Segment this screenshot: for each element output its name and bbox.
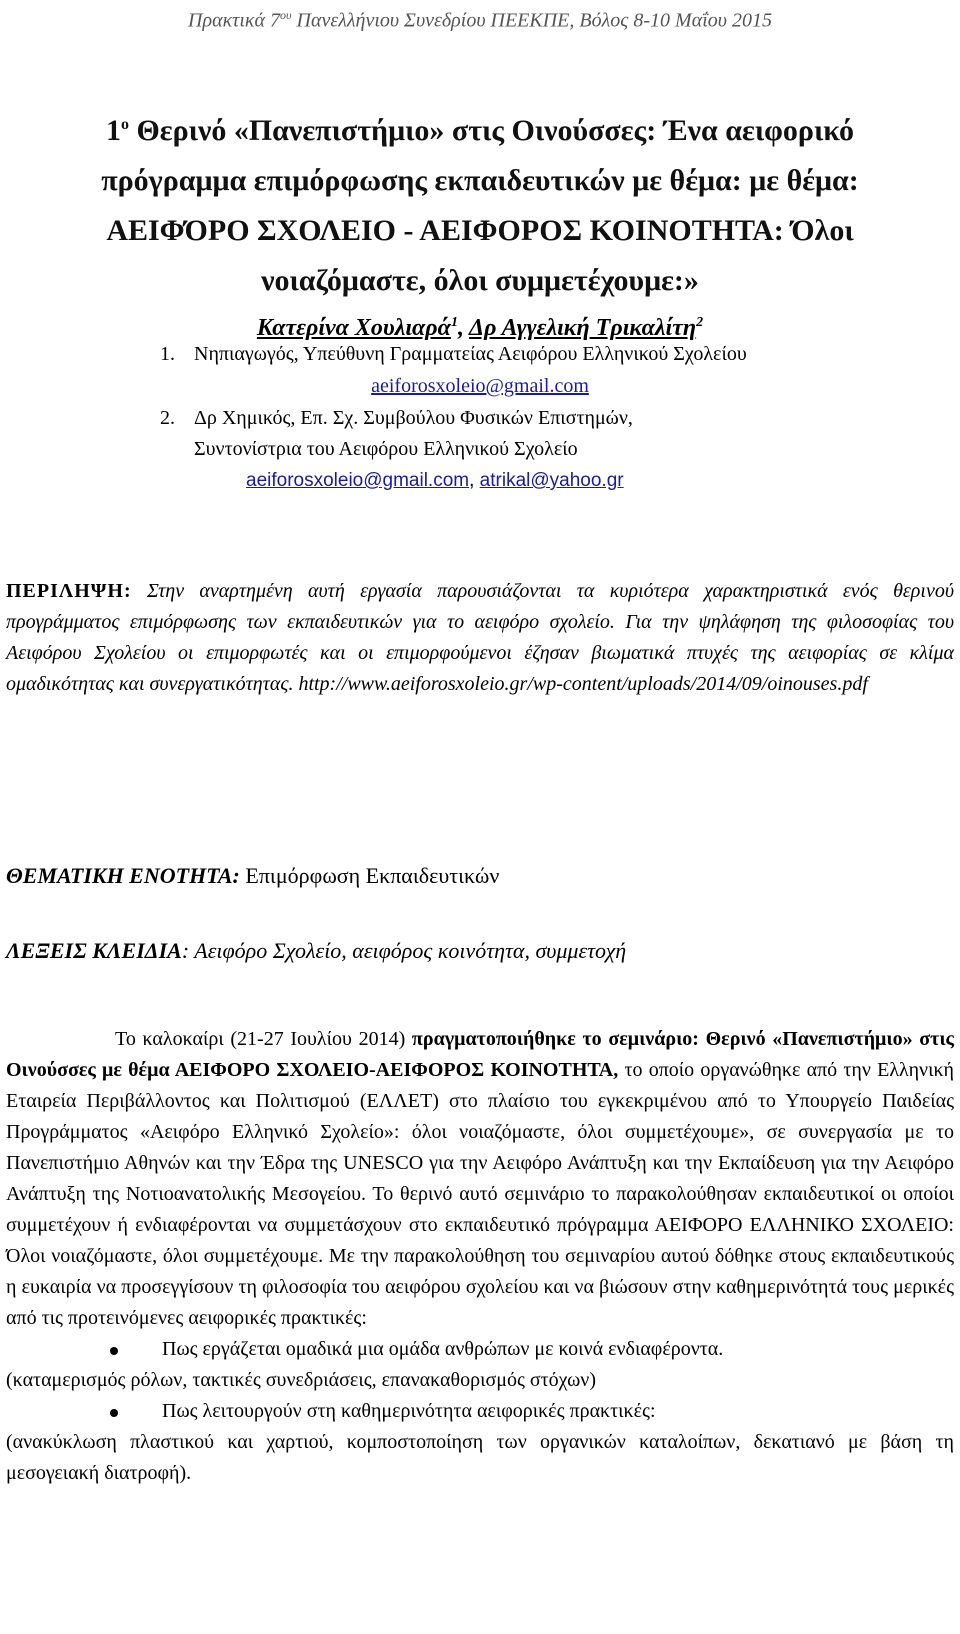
author-2-sup: 2 [696,315,704,330]
body-text [6,1024,954,1489]
bullet-2-text: Πως λειτουργούν στη καθημερινότητα αειφορικές πρακτικές: [162,1400,656,1422]
thematic-unit-value: Επιμόρφωση Εκπαιδευτικών [239,863,500,888]
keywords-label: ΛΕΞΕΙΣ ΚΛΕΙΔΙΑ [6,938,182,963]
header-suffix: Πανελλήνιου Συνεδρίου ΠΕΕΚΠΕ, Βόλος 8-10 Μαΐου 2015 [291,9,772,32]
bullet-2-continuation: (ανακύκλωση πλαστικού και χαρτιού, κομποστοποίηση των οργανικών καταλοίπων, δεκατιανό με βάση τη μεσογειακή διατροφή). [6,1431,954,1484]
bullet-item-2 [6,1396,954,1427]
body-p1-rest: το οποίο οργανώθηκε από την Ελληνική Εταιρεία Περιβάλλοντος και Πολιτισμού (ΕΛΛΕΤ) στο πλαίσιο του εγκεκριμένου από το Υπουργείο Παιδείας Προγράμματος «Αειφόρο Ελληνικό Σχολείο»: όλοι νοιαζόμαστε, όλοι συμμετέχουμε», σε συνεργασία με το Πανεπιστήμιο Αθηνών και την Έδρα της UNESCO για την Αειφόρο Ανάπτυξη και την Εκπαίδευση για την Αειφόρο Ανάπτυξη της Νοτιοανατολικής Μεσογείου. Το θερινό αυτό σεμινάριο το παρακολούθησαν εκπαιδευτικοί οι οποίοι συμμετέχουν ή ενδιαφέρονται να συμμετάσχουν στο εκπαιδευτικό πρόγραμμα ΑΕΙΦΟΡΟ ΕΛΛΗΝΙΚΟ ΣΧΟΛΕΙΟ: Όλοι νοιαζόμαστε, όλοι συμμετέχουμε. Με την παρακολούθηση του σεμιναρίου αυτού δόθηκε στους εκπαιδευτικούς η ευκαιρία να προσεγγίσουν τη φιλοσοφία του αειφόρου σχολείου και να βιώσουν στην καθημερινότητά τους μερικές από τις προτεινόμενες αειφορικές πρακτικές: [6,1059,955,1329]
running-header [0,0,960,30]
affiliation-2-line-2: Συντονίστρια του Αειφόρου Ελληνικού Σχολείο [194,438,578,460]
title-line-2: πρόγραμμα επιμόρφωσης εκπαιδευτικών με θέμα: με θέμα: [101,164,859,197]
affiliation-1-text: Νηπιαγωγός, Υπεύθυνη Γραμματείας Αειφόρου Ελληνικού Σχολείου [194,343,747,365]
bullet-1-text: Πως εργάζεται ομαδικά μια ομάδα ανθρώπων με κοινά ενδιαφέροντα. [162,1338,724,1360]
affiliation-2-line-1: Δρ Χημικός, Επ. Σχ. Συμβούλου Φυσικών Επιστημών, [194,407,633,429]
keywords [6,935,954,967]
email-separator: , [469,470,480,491]
author-1-sup: 1 [450,315,458,330]
title-line-4: νοιαζόμαστε, όλοι συμμετέχουμε:» [261,264,699,297]
abstract [6,576,954,700]
abstract-label: ΠΕΡΙΛΗΨΗ: [6,580,132,602]
thematic-unit [6,860,954,892]
keywords-value: : Αειφόρο Σχολείο, αειφόρος κοινότητα, συμμετοχή [181,938,627,963]
affiliation-1-email-row [0,370,960,402]
body-paragraph-1 [6,1024,954,1334]
affiliation-2-emails [246,464,624,497]
header-prefix: Πρακτικά 7 [188,9,280,32]
bullet-icon [110,1409,118,1417]
author-1: Κατερίνα Χουλιαρά [256,315,451,341]
affiliation-2-number: 2. [160,407,175,429]
thematic-unit-label: ΘΕΜΑΤΙΚΗ ΕΝΟΤΗΤΑ: [6,863,240,888]
abstract-text: Στην αναρτημένη αυτή εργασία παρουσιάζονται τα κυριότερα χαρακτηριστικά ενός θερινού προγράμματος επιμόρφωσης των εκπαιδευτικών για το αειφόρο σχολείο. Για την ψηλάφηση της φιλοσοφίας του Αειφόρου Σχολείου οι επιμορφωτές και οι επιμορφούμενοι έζησαν βιωματικά πτυχές της αειφορίας σε κλίμα ομαδικότητας και συνεργατικότητας. http://www.aeiforosxoleio.gr/wp-content/uploads/2014/09/oinouses.pdf [6,580,955,695]
affiliation-1-email-link[interactable]: aeiforosxoleio@gmail.com [371,375,589,397]
author-separator: , [457,315,470,341]
title-sup: ο [120,116,129,133]
paper-title [18,100,942,306]
affiliation-2-line-2-row [194,433,578,465]
author-2: Δρ Αγγελική Τρικαλίτη [469,315,697,341]
affiliation-2 [160,402,633,434]
bullet-1-continuation: (καταμερισμός ρόλων, τακτικές συνεδριάσεις, επανακαθορισμός στόχων) [6,1369,596,1391]
bullet-item-1 [6,1334,954,1365]
affiliation-2-email-1-link[interactable]: aeiforosxoleio@gmail.com [246,470,470,491]
affiliation-1 [160,338,747,370]
affiliation-1-number: 1. [160,343,175,365]
title-number: 1 [105,114,121,147]
title-line-3: ΑΕΙΦΌΡΟ ΣΧΟΛΕΙΟ - ΑΕΙΦΟΡΟΣ ΚΟΙΝΟΤΗΤΑ: Όλοι [106,214,854,247]
title-text-1: Θερινό «Πανεπιστήμιο» στις Οινούσσες: Ένα αειφορικό [128,114,855,147]
body-p1-bold: πραγματοποιήθηκε το σεμινάριο: Θερινό «Πανεπιστήμιο» στις Οινούσσες με θέμα ΑΕΙΦΟΡΟ ΣΧΟΛΕΙΟ-ΑΕΙΦΟΡΟΣ ΚΟΙΝΟΤΗΤΑ, [6,1028,954,1081]
header-sup: ου [279,8,292,22]
affiliation-2-email-2-link[interactable]: atrikal@yahoo.gr [479,470,624,491]
bullet-icon [110,1347,118,1355]
title-line-1 [18,100,942,156]
body-p1-start: Το καλοκαίρι (21-27 Ιουλίου 2014) [115,1028,412,1050]
